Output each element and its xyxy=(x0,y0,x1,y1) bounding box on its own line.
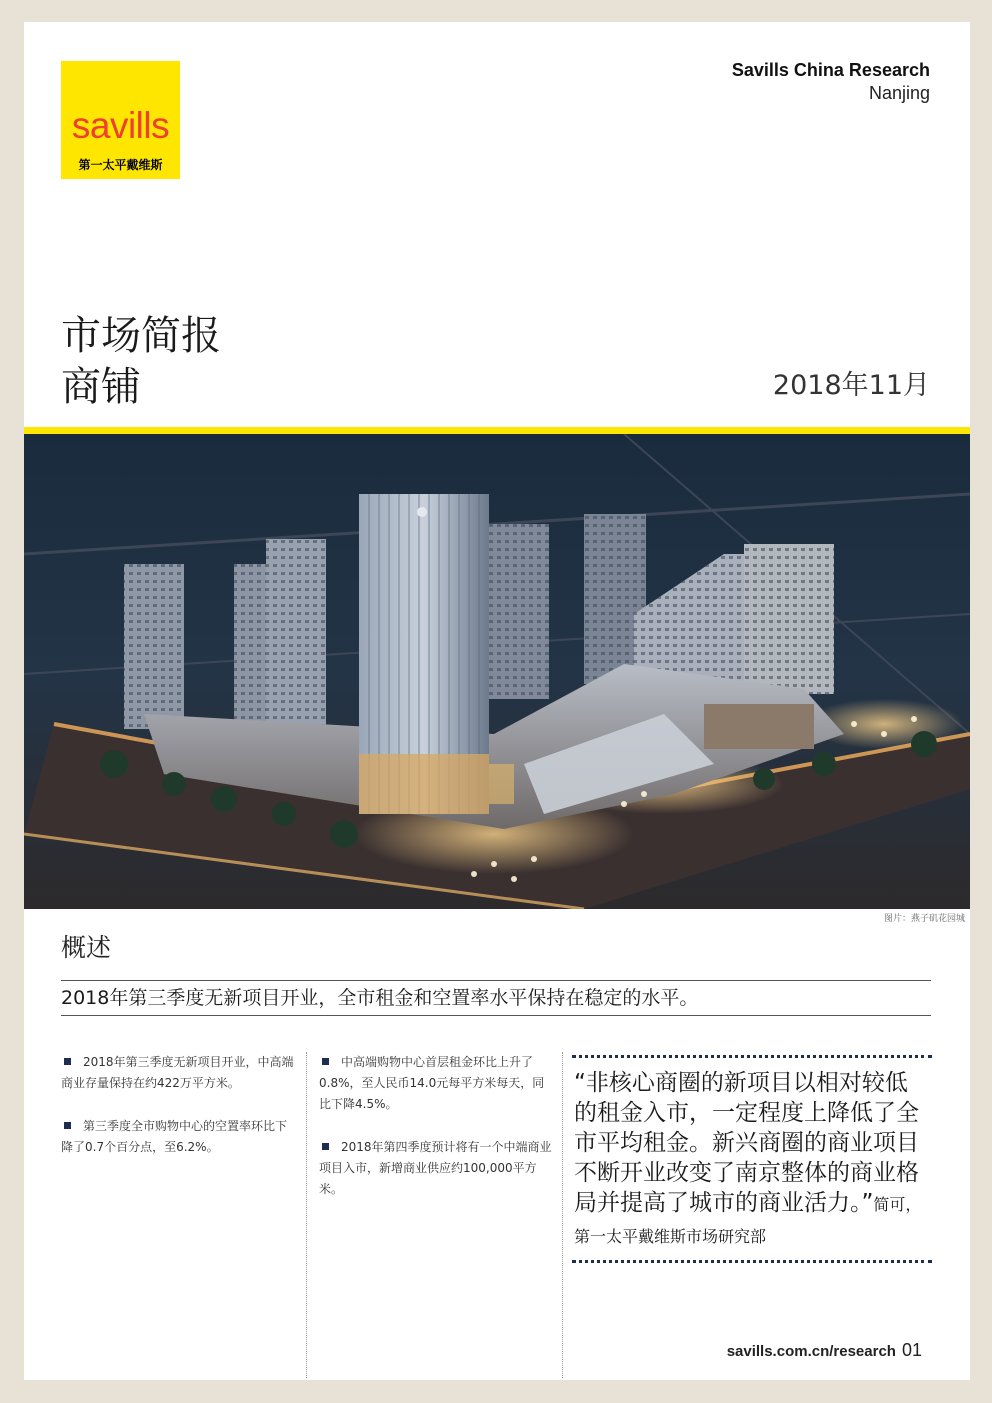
bullet-item xyxy=(61,1116,294,1158)
night-rendering-illustration xyxy=(24,434,970,909)
bullet-text: 第三季度全市购物中心的空置率环比下降了0.7个百分点，至6.2%。 xyxy=(61,1119,288,1154)
footer-url-link[interactable]: savills.com.cn/research xyxy=(726,1343,896,1360)
quote-dotted-rule-bottom xyxy=(572,1260,932,1263)
heading-rule-bottom xyxy=(61,1015,931,1016)
overview-lead: 2018年第三季度无新项目开业，全市租金和空置率水平保持在稳定的水平。 xyxy=(61,987,699,1009)
yellow-divider xyxy=(24,427,970,434)
report-title: 市场简报 xyxy=(61,313,221,359)
bullet-item xyxy=(61,1052,294,1094)
brand-city: Nanjing xyxy=(868,83,930,103)
bullet-text: 2018年第三季度无新项目开业，中高端商业存量保持在约422万平方米。 xyxy=(61,1055,294,1090)
report-subtitle: 商铺 xyxy=(61,364,141,410)
bullet-item xyxy=(319,1137,552,1200)
quote-text: “非核心商圈的新项目以相对较低的租金入市，一定程度上降低了全市平均租金。新兴商圈的商业项目不断开业改变了南京整体的商业格局并提高了城市的商业活力。” xyxy=(574,1070,919,1216)
logo-wordmark: savills xyxy=(71,105,170,146)
quote-attribution: 简可，第一太平戴维斯市场研究部 xyxy=(574,1195,922,1246)
brand-title: Savills China Research xyxy=(731,60,930,80)
savills-logo[interactable] xyxy=(61,61,180,179)
research-brand xyxy=(732,59,930,105)
bullet-text: 中高端购物中心首层租金环比上升了0.8%，至人民币14.0元每平方米每天，同比下降4.5%。 xyxy=(319,1055,545,1111)
bullet-square-icon xyxy=(322,1058,329,1065)
section-heading: 概述 xyxy=(61,933,112,962)
heading-rule-top xyxy=(61,980,931,981)
column-divider xyxy=(306,1052,307,1378)
bullet-item xyxy=(319,1052,552,1115)
report-date: 2018年11月 xyxy=(772,370,930,401)
hero-image xyxy=(24,434,970,909)
image-caption: 图片：燕子矶花园城 xyxy=(883,914,965,924)
column-divider xyxy=(562,1052,563,1378)
bullet-square-icon xyxy=(322,1143,329,1150)
pull-quote xyxy=(572,1055,932,1263)
logo-chinese-name: 第一太平戴维斯 xyxy=(78,158,163,172)
bullet-square-icon xyxy=(64,1058,71,1065)
report-page xyxy=(24,22,970,1380)
bullet-text: 2018年第四季度预计将有一个中端商业项目入市，新增商业供应约100,000平方米。 xyxy=(319,1140,552,1196)
bullets-column-right xyxy=(319,1052,552,1222)
page-footer xyxy=(727,1340,922,1361)
quote-body xyxy=(572,1058,932,1260)
page-number: 01 xyxy=(901,1340,922,1360)
bullets-column-left xyxy=(61,1052,294,1180)
bullet-square-icon xyxy=(64,1122,71,1129)
